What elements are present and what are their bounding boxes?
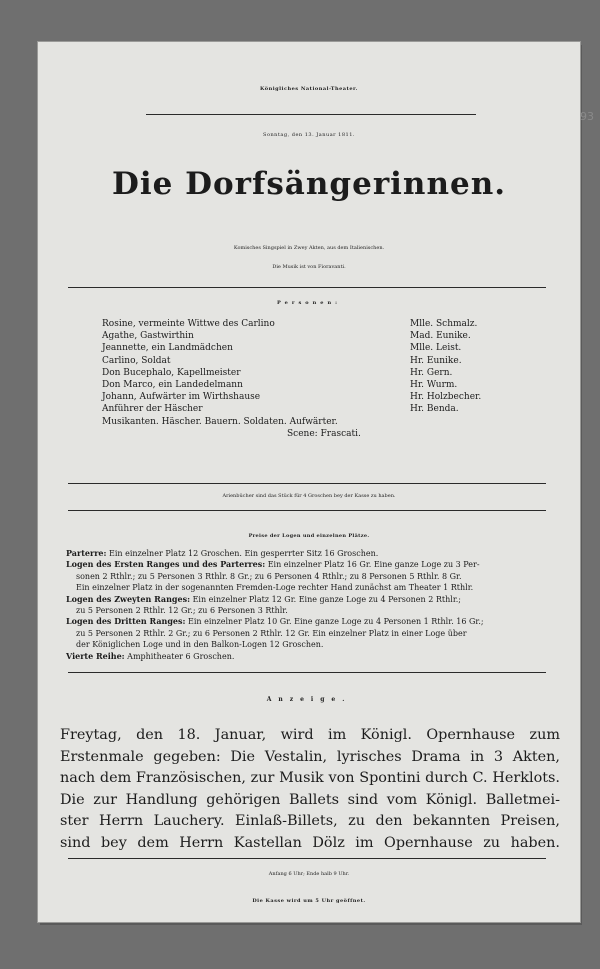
price-detail: Ein einzelner Platz in der sogenannten Fremden-Loge rechter Hand zunächst am Theater 1 Rthlr. xyxy=(76,583,474,593)
actor-name: Hr. Wurm. xyxy=(410,379,458,390)
price-detail: der Königlichen Loge und in den Balkon-Logen 12 Groschen. xyxy=(76,640,324,650)
price-detail: Amphitheater 6 Groschen. xyxy=(124,651,235,661)
price-line xyxy=(66,559,556,570)
announcement-text xyxy=(60,725,560,855)
price-detail: sonen 2 Rthlr.; zu 5 Personen 3 Rthlr. 8 Gr.; zu 6 Personen 4 Rthlr.; zu 8 Personen 5 Rthlr. 8 Gr. xyxy=(76,571,462,581)
price-line xyxy=(66,548,556,559)
divider xyxy=(146,114,476,115)
announcement-line: nach dem Französischen, zur Musik von Spontini durch C. Herklots. xyxy=(60,770,560,787)
announcement-line: Die zur Handlung gehörigen Ballets sind vom Königl. Balletmei- xyxy=(60,791,560,808)
role-name: Anführer der Häscher xyxy=(102,404,203,415)
divider xyxy=(68,483,546,484)
actor-name: Hr. Holzbecher. xyxy=(410,392,482,403)
price-detail: Ein einzelner Platz 12 Gr. Eine ganze Loge zu 4 Personen 2 Rthlr.; xyxy=(190,594,462,604)
cast-heading: Personen: xyxy=(277,300,341,306)
price-detail: Ein einzelner Platz 10 Gr. Eine ganze Loge zu 4 Personen 1 Rthlr. 16 Gr.; xyxy=(185,617,484,627)
cast-row xyxy=(102,355,542,367)
actor-name: Mad. Eunike. xyxy=(410,331,471,342)
performance-date: Sonntag, den 13. Januar 1811. xyxy=(263,132,355,138)
playbill-sheet xyxy=(38,42,594,922)
announcement-heading: Anzeige. xyxy=(266,696,352,703)
start-end-times: Anfang 6 Uhr; Ende halb 9 Uhr. xyxy=(268,871,350,877)
actor-name: Mlle. Leist. xyxy=(410,343,462,354)
play-title: Die Dorfsängerinnen. xyxy=(111,166,507,202)
role-name: Rosine, vermeinte Wittwe des Carlino xyxy=(102,319,275,329)
cast-list xyxy=(102,318,542,440)
price-line xyxy=(66,594,556,605)
role-name: Don Bucephalo, Kapellmeister xyxy=(102,367,241,378)
price-detail: Ein einzelner Platz 12 Groschen. Ein gesperrter Sitz 16 Groschen. xyxy=(106,549,379,558)
role-name: Don Marco, ein Landedelmann xyxy=(102,379,243,390)
role-name: Johann, Aufwärter im Wirthshause xyxy=(102,392,261,403)
price-list xyxy=(66,548,556,662)
price-line xyxy=(66,571,556,582)
price-line xyxy=(66,651,556,662)
actor-name: Hr. Eunike. xyxy=(410,355,462,366)
actor-name: Hr. Benda. xyxy=(410,404,459,415)
divider xyxy=(68,672,546,673)
price-line xyxy=(66,628,556,639)
cast-row xyxy=(102,367,542,379)
divider xyxy=(68,858,546,859)
pencil-annotation: 93 xyxy=(580,110,594,123)
play-subtitle: Komisches Singspiel in Zwey Akten, aus dem Italienischen. xyxy=(233,245,385,251)
divider xyxy=(68,287,546,288)
libretto-note: Arienbücher sind das Stück für 4 Groschen bey der Kasse zu haben. xyxy=(222,493,396,499)
announcement-line: sind bey dem Herrn Kastellan Dölz im Opernhause zu haben. xyxy=(60,834,560,851)
price-category: Logen des Dritten Ranges: xyxy=(66,616,186,627)
cast-row xyxy=(102,391,542,403)
cast-row xyxy=(102,379,542,391)
price-category: Logen des Zweyten Ranges: xyxy=(66,593,191,604)
cast-row xyxy=(102,318,542,330)
price-detail: Ein einzelner Platz 16 Gr. Eine ganze Loge zu 3 Per- xyxy=(265,560,480,570)
theater-name: Königliches National-Theater. xyxy=(260,86,358,92)
role-name: Musikanten. Häscher. Bauern. Soldaten. Aufwärter. xyxy=(102,416,338,427)
cast-row xyxy=(102,416,542,428)
price-line xyxy=(66,582,556,593)
role-name: Jeannette, ein Landmädchen xyxy=(102,343,233,354)
cast-row xyxy=(102,342,542,354)
announcement-line: Erstenmale gegeben: Die Vestalin, lyrisches Drama in 3 Akten, xyxy=(60,748,560,765)
box-office-opening: Die Kasse wird um 5 Uhr geöffnet. xyxy=(252,898,366,904)
price-category: Logen des Ersten Ranges und des Parterres: xyxy=(66,559,266,570)
scene-location: Scene: Frascati. xyxy=(287,428,361,439)
scene-row xyxy=(102,428,542,440)
price-line xyxy=(66,616,556,627)
price-detail: zu 5 Personen 2 Rthlr. 12 Gr.; zu 6 Personen 3 Rthlr. xyxy=(76,605,288,615)
announcement-line: Freytag, den 18. Januar, wird im Königl. Opernhause zum xyxy=(60,727,560,743)
cast-row xyxy=(102,403,542,415)
role-name: Agathe, Gastwirthin xyxy=(102,331,194,342)
prices-heading: Preise der Logen und einzelnen Plätze. xyxy=(248,533,370,539)
price-category: Vierte Reihe: xyxy=(66,650,125,661)
price-category: Parterre: xyxy=(66,548,107,558)
role-name: Carlino, Soldat xyxy=(102,355,171,366)
actor-name: Mlle. Schmalz. xyxy=(410,319,478,329)
divider xyxy=(68,510,546,511)
price-line xyxy=(66,605,556,616)
actor-name: Hr. Gern. xyxy=(410,367,453,378)
composer-line: Die Musik ist von Fioravanti. xyxy=(272,264,346,270)
price-detail: zu 5 Personen 2 Rthlr. 2 Gr.; zu 6 Personen 2 Rthlr. 12 Gr. Ein einzelner Platz in einer Loge über xyxy=(76,628,467,638)
cast-row xyxy=(102,330,542,342)
announcement-line: ster Herrn Lauchery. Einlaß-Billets, zu den bekannten Preisen, xyxy=(60,813,560,830)
price-line xyxy=(66,639,556,650)
